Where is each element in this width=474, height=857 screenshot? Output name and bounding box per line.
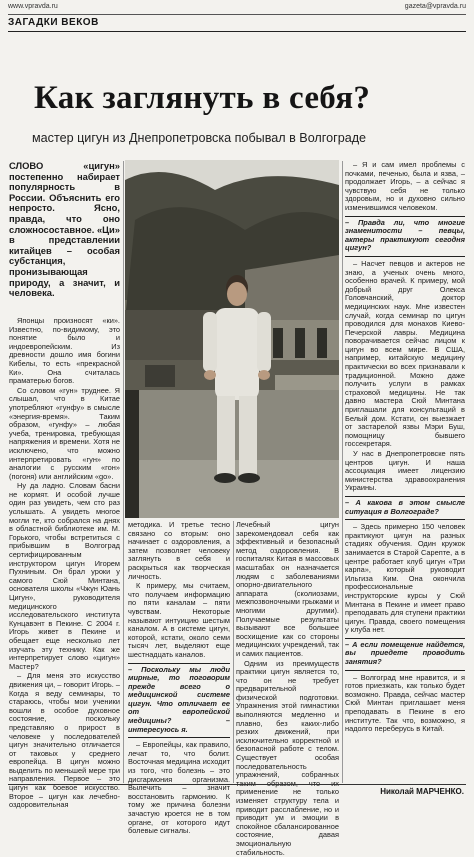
question-text: – А какова в этом смысле ситуация в Волгограде? <box>345 499 465 516</box>
paragraph: – Насчет певцов и актеров не знаю, а ученых очень много, особенно врачей. К примеру, мой добрый друг Олекса Головчанский, доктор медицинских наук. Мне известен случай, когда семинар по цигун проводился для монахов Киево-Печерской лавры. Медицина поворачивается сейчас лицом к цигун во всем мире. В США, например, китайскую медицину практически во всех признавали к традиционной. Можно даже получить услуги в рамках страховой медицины. Не так давно мастера Сюй Минтана приглашали для консультаций в Белый дом. Кстати, он выезжает от застарелой язвы Мэри Буш, помощницу бывшего госсекретаря. <box>345 260 465 449</box>
article-photo <box>125 160 339 518</box>
rubric-label: ЗАГАДКИ ВЕКОВ <box>8 17 99 28</box>
page-header <box>8 2 466 15</box>
photo-master-in-temple-garden <box>125 160 339 518</box>
column-divider <box>342 161 343 783</box>
paragraph: – Для меня это искусство движения ци, – говорит Игорь. – Когда я веду семинары, то стараюсь, чтобы мои ученики вошли в особое духовное состояние, поскольку представляю о прирост в человеке у последователей цигун значительно отличается от таковых у среднего европейца. В цигун можно выделить по меньшей мере три направления. Первое – это цигун как боевое искусство. Второе – цигун как лечебно-оздоровительная <box>9 672 120 810</box>
question-text: – Поскольку мы люди мирные, то поговорим прежде всего о медицинской системе цигун. Что отличает ее от европейской медицины? – интересуюсь я. <box>128 666 230 735</box>
site-url: www.vpravda.ru <box>8 3 58 10</box>
column-4 <box>345 161 465 783</box>
paragraph: – Волгоград мне нравится, и я готов приезжать, как только будет возможно. Правда, сейчас мастер Сюй Минтан приглашает меня преподавать в Пекине в его институте. Так что, возможно, я надолго переберусь в Китай. <box>345 674 465 734</box>
column-2 <box>128 521 230 783</box>
column-1 <box>9 317 120 783</box>
paragraph: – Здесь примерно 150 человек практикуют цигун на разных стадиях обучения. Один кружок занимается в Старой Сарепте, а в центре работает клуб цигун «Три карпа», который руководит Ильгиза Ким. Она окончила профессиональные инструкторские курсы у Сюй Минтана в Пекине и имеет право преподавать для ступени практики цигун. Правда, своего помещения у клуба нет. <box>345 523 465 635</box>
paragraph: Одним из преимуществ практики цигун является то, что он не требует предварительной физической подготовки. Упражнения этой гимнастики выполняются медленно и плавно, без каких-либо резких движений, при исключительно корректной и безопасной работе с телом. Существует особая последовательность упражнений, собранных таким образом, что их применение не только изменяет структуру тела и приводит расслабление, но и приводит ум и эмоции в спокойное сбалансированное состояние, давая эмоциональную стабильность. <box>236 660 339 857</box>
column-3 <box>236 521 339 783</box>
paragraph: У нас в Днепропетровске пять центров цигун. И наша ассоциация имеет лицензию министерства здравоохранения Украины. <box>345 450 465 493</box>
question-box <box>128 663 230 739</box>
paragraph: методика. И третье тесно связано со вторым: оно начинает с оздоровления, а затем позволяет человеку заглянуть в себя и раскрыться как творческая личность. <box>128 521 230 581</box>
paragraph: К примеру, мы считаем, что получаем информацию по пяти каналам – пяти чувствам. Некоторые называют интуицию шестым каналом. А в системе цигун, которой, кстати, около семи тысяч лет, выделяют еще шестнадцать каналов. <box>128 582 230 659</box>
author-signature: Николай МАРЧЕНКО. <box>380 787 464 796</box>
question-box <box>345 496 465 520</box>
question-box <box>345 216 465 257</box>
paragraph: – Я и сам имел проблемы с почками, печенью, была и язва, – продолжает Игорь, – а сейчас я чувствую себя не только здоровым, но и духовно сильно изменившимся человеком. <box>345 161 465 213</box>
lead-paragraph <box>9 161 120 311</box>
rubric-bar <box>8 17 466 32</box>
article-subtitle: мастер цигун из Днепропетровска побывал в Волгограде <box>32 131 462 145</box>
lead-text: СЛОВО «цигун» постепенно набирает популярность в России. Объяснить его непросто. Ясно, правда, что оно сложносоставное. «Ци» в представлении китайцев – особая субстанция, пронизывающая природу, а значит, и человека. <box>9 161 120 299</box>
question-text: – А если помещение найдется, вы приедете проводить занятия? <box>345 641 465 667</box>
paragraph: Лечебный цигун зарекомендовал себя как эффективный и безопасный метод оздоровления. В госпиталях Китая в массовых масштабах он назначается людям с заболеваниями опорно-двигательного аппарата (сколиозами, межпозвоночными грыжами и многими другими). Получаемые результаты вызывают все большее восхищение как со стороны медицинских учреждений, так и самих пациентов. <box>236 521 339 659</box>
column-divider <box>123 161 124 783</box>
article-title: Как заглянуть в себя? <box>34 80 454 116</box>
paragraph: Японцы произносят «ки». Известно, по-видимому, это понятие было и индоевропейским. Из древности дошло имя богини Кибелы, то есть «прекрасной Ки». Она считалась праматерью богов. <box>9 317 120 386</box>
question-text: – Правда ли, что многие знаменитости – певцы, актеры практикуют сегодня цигун? <box>345 219 465 253</box>
contact-email: gazeta@vpravda.ru <box>405 3 466 10</box>
paragraph: – Европейцы, как правило, лечат то, что болит. Восточная медицина исходит из того, что болезнь – это дисгармония организма. Вылечить – значит восстановить гармонию. К тому же причина болезни зачастую кроется не в том органе, от которого идут болевые сигналы. <box>128 741 230 836</box>
bottom-rule <box>8 784 466 785</box>
paragraph: Со словом «гун» труднее. Я слышал, что в Китае употребляют «гунфу» в смысле «энергия-время». Таким образом, «гунфу» – любая учеба, тренировка, требующая напряжения и времени. Хотя не исключено, что можно интерпретировать «гун» по аналогии с русским «гон» (погоня) или английским «go». <box>9 387 120 482</box>
paragraph: Ну да ладно. Словам басни не кормят. И особой лучше один раз увидеть, чем сто раз услышать. А увидеть многое могли те, кто собрался на днях в областной библиотеке им. М. Горького, чтобы встретиться с прибывшим в Волгоград сертифицированным инструктором цигун Игорем Пухниным. Он брал уроки у самого Сюй Минтана, основателя школы «Чжун Юань Цигун», руководителя медицинского исследовательского института Кунцавэнт в Пекине. С 2004 г. Игорь живет в Пекине и обещает еще несколько лет изучать эту технику. Как же интерпретирует слово «цигун» Мастер? <box>9 482 120 671</box>
column-divider <box>233 521 234 783</box>
question-box <box>345 638 465 671</box>
